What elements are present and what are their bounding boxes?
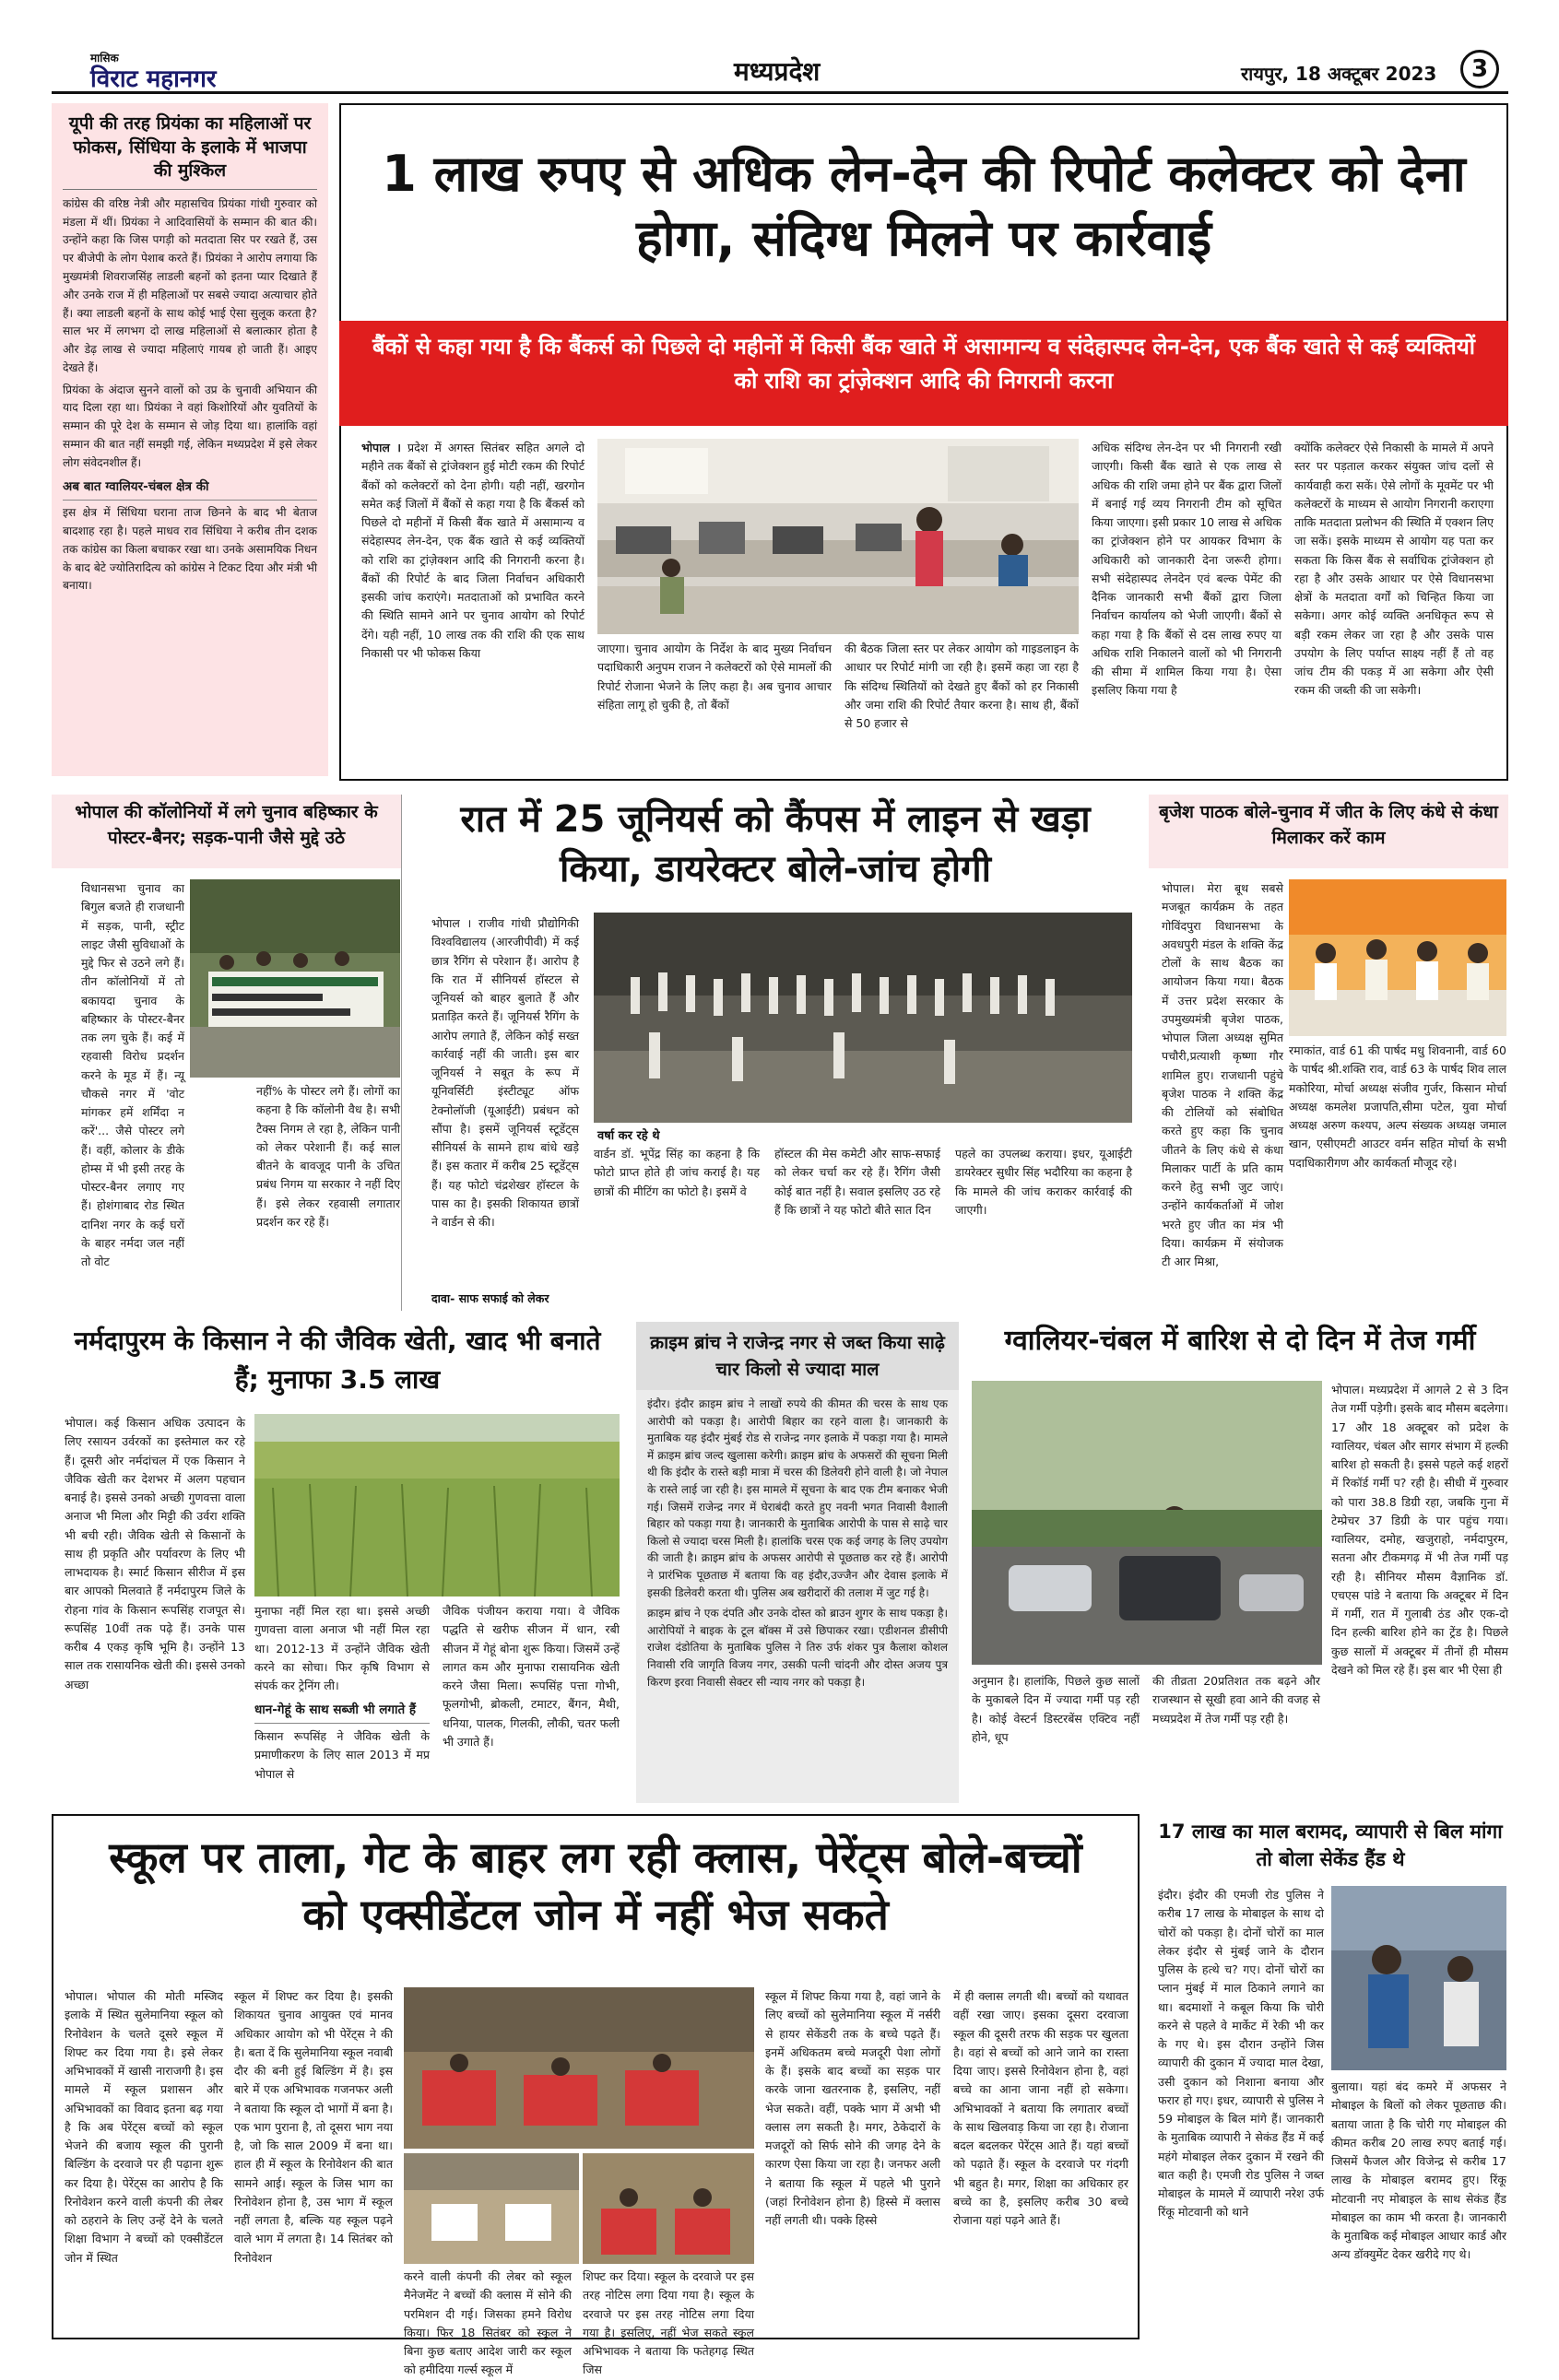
article-farmer (52, 1322, 623, 1803)
headline-crime: क्राइम ब्रांच ने राजेन्द्र नगर से जब्त किया साढ़े चार किलो से ज्यादा माल (636, 1322, 959, 1390)
deck-lead: बैंकों से कहा गया है कि बैंकर्स को पिछले दो महीनों में किसी बैंक खाते में असामान्य व संदेहास्पद लेन-देन, एक बैंक खाते से कई व्यक्तियों को राशि का ट्रांज़ेक्शन आदि की निगरानी करना (339, 321, 1508, 426)
article-ragging (413, 795, 1138, 1311)
subhead-farmer: धान-गेहूं के साथ सब्जी भी लगाते हैं (254, 1701, 430, 1724)
body-brajesh-1: भोपाल। मेरा बूथ सबसे मजबूत कार्यक्रम के तहत गोविंदपुरा विधानसभा के अवधपुरी मंडल के शक्ति केंद्र टोलों के साथ बैठक का आयोजन किया गया। बैठक में उत्तर प्रदेश सरकार के उपमुख्यमंत्री बृजेश पाठक, भोपाल जिला अध्यक्ष सुमित पचौरी,प्रत्याशी कृष्णा गौर शामिल हुए। राजधानी पहुंचे बृजेश पाठक ने शक्ति केंद्र की टोलियों को संबोधित करते हुए कहा कि चुनाव जीतने के लिए कंधे से कंधा मिलाकर पार्टी के प्रति काम करने हेतु सभी जुट जाएं। उन्होंने कार्यकर्ताओं में जोश भरते हुए जीत का मंत्र भी दिया। कार्यक्रम में संयोजक टी आर मिश्रा, (1162, 881, 1283, 1268)
headline-bhopal: भोपाल की कॉलोनियों में लगे चुनाव बहिष्कार के पोस्टर-बैनर; सड़क-पानी जैसे मुद्दे उठे (52, 795, 401, 868)
body-school-6: में ही क्लास लगती थी। बच्चों को यथावत वहीं रखा जाए। इसका दूसरा दरवाजा स्कूल की दूसरी तरफ की सड़क पर खुलता है। वहां से बच्चों को आने जाने का रास्ता दिया जाए। इससे रिनोवेशन होना है, वहां बच्चे का आना जाना नहीं हो सकेगा। अभिभावकों ने बताया कि लगातार बच्चों के साथ खिलवाड़ किया जा रहा है। रोजाना बदल बदलकर पेरेंट्स आते हैं। यहां बच्चों को पढ़ाते हैं। स्कूल के दरवाजे पर गंदगी भी बहुत है। मगर, शिक्षा का अधिकार हर बच्चे का है, इसलिए करीब 30 बच्चे रोजाना यहां पढ़ने आते हैं। (953, 1989, 1128, 2227)
subhead-priyanka: अब बात ग्वालियर-चंबल क्षेत्र की (63, 477, 317, 501)
body-crime-2: क्राइम ब्रांच ने एक दंपति और उनके दोस्त को ब्राउन शुगर के साथ पकड़ा है। आरोपियों ने बाइक के टूल बॉक्स में उसे छिपाकर रखा। एडीशनल डीसीपी राजेश दंडोतिया के मुताबिक पुलिस ने तिरु उर्फ शंकर पुत्र कैलाश कोशल निवासी रवि जागृति विजय नगर, उसकी पत्नी चांदनी और दोस्त अजय पुत्र किरण इरवा निवासी सेक्टर सी न्याय नगर को पकड़ा है। (647, 1607, 948, 1689)
masthead (52, 48, 1508, 94)
body-ragging-4: पहले का उपलब्ध कराया। इधर, यूआईटी डायरेक्टर सुधीर सिंह भदौरिया का कहना है कि मामले की जांच कराकर कार्रवाई की जाएगी। (955, 1147, 1132, 1217)
body-ragging-1: भोपाल । राजीव गांधी प्रौद्योगिकी विश्वविद्यालय (आरजीपीवी) में कई छात्र रैगिंग से परेशान हैं। आरोप है कि रात में सीनियर्स हॉस्टल से जूनियर्स को बाहर बुलाते हैं और प्रताड़ित करते हैं। जूनियर्स रैगिंग के आरोप लगाते हैं, लेकिन कोई सख्त कार्रवाई नहीं की जाती। इस बार जूनियर्स ने सबूत के रूप में यूनिवर्सिटी इंस्टीट्यूट ऑफ टेक्नोलॉजी (यूआईटी) प्रबंधन को सौंपा है। इसमें जूनियर्स स्टूडेंट्स सीनियर्स के सामने हाथ बांधे खड़े हैं। इस कतार में करीब 25 स्टूडेंट्स हैं। यह फोटो चंद्रशेखर हॉस्टल के पास का है। इसकी शिकायत छात्रों ने वार्डन से की। (431, 916, 579, 1229)
article-crime (636, 1322, 959, 1803)
body-lead-2: जाएगा। चुनाव आयोग के निर्देश के बाद मुख्य निर्वाचन पदाधिकारी अनुपम राजन ने कलेक्टरों को ऐसे मामलों की रिपोर्ट रोजाना भेजने के लिए कहा है। अब चुनाव आचार संहिता लागू हो चुकी है, तो बैंकों (597, 642, 832, 712)
ragging-photo-caption: वर्षा कर रहे थे (594, 1125, 664, 1145)
headline-ragging: रात में 25 जूनियर्स को कैंपस में लाइन से खड़ा किया, डायरेक्टर बोले-जांच होगी (460, 798, 1091, 890)
body-lead-4: अधिक संदिग्ध लेन-देन पर भी निगरानी रखी जाएगी। किसी बैंक खाते से एक लाख से अधिक की राशि जमा होने पर बैंक द्वारा जिलों में बनाई गई व्यय निगरानी टीम को सूचित किया जाएगा। इसी प्रकार 10 लाख से अधिक का ट्रांजेक्शन होने पर आयकर विभाग के अधिकारी को जानकारी देना जरूरी होगा। सभी संदेहास्पद लेनदेन एवं बल्क पेमेंट की दैनिक जानकारी सभी बैंकों द्वारा जिला निर्वाचन कार्यालय को भेजी जाएगी। बैंकों से कहा गया है कि बैंकों से दस लाख रुपए या अधिक राशि निकालने वालों को भी निगरानी की सीमा में शामिल किया गया है। ऐसा इसलिए किया गया है (1092, 441, 1281, 698)
article-school (52, 1814, 1140, 2377)
headline-farmer: नर्मदापुरम के किसान ने की जैविक खेती, खाद भी बनाते हैं; मुनाफा 3.5 लाख (74, 1325, 601, 1395)
weather-photo (972, 1381, 1322, 1665)
bank-photo (597, 439, 1079, 634)
body-priyanka-3: इस क्षेत्र में सिंधिया घराना ताज छिनने के बाद भी बेताज बादशाह रहा है। पहले माधव राव सिंधिया ने करीब तीन दशक तक कांग्रेस का किला बचाकर रखा था। उनके असामयिक निधन के बाद बेटे ज्योतिरादित्य को कांग्रेस ने टिकट दिया और मंत्री भी बनाया। (63, 506, 317, 593)
headline-priyanka: यूपी की तरह प्रियंका का महिलाओं पर फोकस, सिंधिया के इलाके में भाजपा की मुश्किल (63, 112, 317, 190)
body-weather-2: अनुमान है। हालांकि, पिछले कुछ सालों के मुकाबले दिन में ज्यादा गर्मी पड़ रही है। कोई वेस्टर्न डिस्टरबेंस एक्टिव नहीं होने, धूप (972, 1674, 1140, 1744)
body-school-5: स्कूल में शिफ्ट किया गया है, वहां जाने के लिए बच्चों को सुलेमानिया स्कूल में नर्सरी से हायर सेकेंडरी तक के बच्चे पढ़ते हैं। इनमें अधिकतम बच्चे मजदूरी पेशा लोगों के हैं। इसके बाद बच्चों का सड़क पार करके जाना खतरनाक है, इसलिए, नहीं भेज सकते। वहीं, पक्के भाग में अभी भी क्लास लग सकती है। मगर, ठेकेदारों के मजदूरों को सिर्फ सोने की जगह देने के कारण ऐसा किया जा रहा है। जनफर अली ने बताया कि स्कूल में पहले भी पुराने (जहां रिनोवेशन होना है) हिस्से में क्लास नहीं लगती थी। पक्के हिस्से (765, 1989, 940, 2227)
dateline-lead: भोपाल । (361, 441, 401, 454)
headline-weather: ग्वालियर-चंबल में बारिश से दो दिन में तेज गर्मी (1004, 1325, 1476, 1357)
body-farmer-3: किसान रूपसिंह ने जैविक खेती के प्रमाणीकरण के लिए साल 2013 में मप्र भोपाल से (254, 1729, 430, 1781)
body-school-3: करने वाली कंपनी की लेबर को स्कूल मैनेजमेंट ने बच्चों की क्लास में सोने की परमिशन दी गई। जिसका हमने विरोध किया। फिर 18 सितंबर को स्कूल ने बिना कुछ बताए आदेश जारी कर स्कूल को हमीदिया गर्ल्स स्कूल में (404, 2269, 572, 2377)
body-lead-1: प्रदेश में अगस्त सितंबर सहित अगले दो महीने तक बैंकों से ट्रांजेक्शन हुई मोटी रकम की रिपोर्ट बैंकों को कलेक्टरों को देना होगी। यही नहीं, खरगोन समेत कई जिलों में बैंकों से कहा गया है कि बैंकर्स को पिछले दो महीनों में किसी बैंक खाते में असामान्य व संदेहास्पद लेन-देन, एक बैंक खाते से कई व्यक्तियों को राशि का ट्रांज़ेक्शन आदि की निगरानी करना है। बैंकों की रिपोर्ट के बाद जिला निर्वाचन अधिकारी इसकी जांच कराएंगे। मतदाताओं को प्रभावित करने की स्थिति सामने आने पर चुनाव आयोग को रिपोर्ट देंगे। यही नहीं, 10 लाख तक की राशि की एक साथ निकासी पर भी फोकस किया (361, 441, 585, 660)
crop-photo (254, 1414, 620, 1596)
article-weather (972, 1322, 1508, 1803)
body-ragging-3: हॉस्टल की मेस कमेटी और साफ-सफाई को लेकर चर्चा कर रहे हैं। रैगिंग जैसी कोई बात नहीं है। सवाल इसलिए उठ रहे हैं कि छात्रों ने यह फोटो बीते सात दिन (774, 1147, 940, 1217)
headline-lead: 1 लाख रुपए से अधिक लेन-देन की रिपोर्ट कलेक्टर को देना होगा, संदिग्ध मिलने पर कार्रवाई (382, 145, 1466, 268)
body-weather-1: भोपाल। मध्यप्रदेश में आगले 2 से 3 दिन तेज गर्मी पड़ेगी। इसके बाद मौसम बदलेगा। 17 और 18 अक्टूबर को प्रदेश के ग्वालियर, चंबल और सागर संभाग में हल्की बारिश हो सकती है। इससे पहले कई शहरों में रिकॉर्ड गर्मी प? रही है। सीधी में गुरुवार को पारा 38.8 डिग्री रहा, जबकि गुना में टेम्प्रेचर 37 डिग्री के पार पहुंच गया। ग्वालियर, दमोह, खजुराहो, नर्मदापुरम, सतना और टीकमगढ़ में भी तेज गर्मी पड़ रही है। सीनियर मौसम वैज्ञानिक डॉ. एचएस पांडे ने बताया कि अक्टूबर में दिन में गर्मी, रात में गुलाबी ठंड और एक-दो दिन हल्की बारिश होने का ट्रेंड है। पिछले कुछ सालों में अक्टूबर में तीनों ही मौसम देखने को मिल रहे हैं। इस बार भी ऐसा ही (1331, 1383, 1508, 1677)
article-mobile (1152, 1814, 1508, 2339)
ragging-photo (594, 913, 1132, 1123)
headline-brajesh: बृजेश पाठक बोले-चुनाव में जीत के लिए कंधे से कंधा मिलाकर करें काम (1149, 795, 1508, 868)
lead-story (339, 103, 1508, 781)
body-school-4: शिफ्ट कर दिया। स्कूल के दरवाजे पर इस तरह नोटिस लगा दिया गया है। स्कूल के दरवाजे पर इस तरह नोटिस लगा दिया गया है। इसलिए, नहीं भेज सकते स्कूल अभिभावक ने बताया कि फतेहगढ़ स्थित जिस (583, 2269, 754, 2377)
body-priyanka-2: प्रियंका के अंदाज सुनने वालों को उप्र के चुनावी अभियान की याद दिला रहा था। प्रियंका ने वहां किशोरियों और युवतियों के सम्मान की पूरे देश के सम्मान से जोड़ दिया था। हालांकि वहां सम्मान की बात नहीं समझी गई, लेकिन मध्यप्रदेश में इसे लेकर लोग संवेदनशील हैं। (63, 383, 317, 469)
masthead-name: विराट महानगर (90, 65, 217, 93)
body-ragging-2: वार्डन डॉ. भूपेंद्र सिंह का कहना है कि फोटो प्राप्त होते ही जांच कराई है। यह छात्रों की मीटिंग का फोटो है। इसमें वे (594, 1147, 760, 1198)
school-photo-1 (404, 1987, 754, 2149)
protest-photo (190, 879, 400, 1078)
body-farmer-1: भोपाल। कई किसान अधिक उत्पादन के लिए रसायन उर्वरकों का इस्तेमाल कर रहे हैं। दूसरी ओर नर्मदांचल में एक किसान ने जैविक खेती कर देशभर में अलग पहचान बनाई है। इससे उनको अच्छी गुणवत्ता वाला अनाज भी मिला और मिट्टी की उर्वरा शक्ति भी बची रही। जैविक खेती से किसानों के साथ ही प्रकृति और पर्यावरण के लिए भी लाभदायक है। स्मार्ट किसान सीरीज में इस बार आपको मिलवाते हैं नर्मदापुरम जिले के रोहना गांव के किसान रूपसिंह राजपूत से। रूपसिंह 10वीं तक पढ़े हैं। उनके पास करीब 4 एकड़ कृषि भूमि है। उन्होंने 13 साल तक रासायनिक खेती की। इससे उनको अच्छा (65, 1416, 245, 1691)
body-mobile-2: बुलाया। यहां बंद कमरे में अफसर ने मोबाइल के बिलों को लेकर पूछताछ की। बताया जाता है कि चोरी गए मोबाइल की कीमत करीब 20 लाख रुपए बताई गई। जिसमें फैजल और विजेन्द्र से करीब 17 लाख के मोबाइल बरामद हुए। रिंकू मोटवानी नए मोबाइल के साथ सेकंड हैंड मोबाइल का काम भी करता है। जानकारी के मुताबिक कई मोबाइल आधार कार्ड और अन्य डॉक्युमेंट देकर खरीदे गए थे। (1331, 2080, 1506, 2262)
body-bhopal-2: नहीं% के पोस्टर लगे हैं। लोगों का कहना है कि कॉलोनी वैध है। सभी टैक्स निगम ले रहा है, लेकिन पानी को लेकर परेशानी हैं। कई साल बीतने के बावजूद पानी के उचित प्रबंध निगम या सरकार ने नहीं दिए हैं। इसे लेकर रहवासी लगातार प्रदर्शन कर रहे हैं। (256, 1084, 400, 1229)
article-brajesh (1149, 795, 1508, 1311)
page-number: 3 (1460, 50, 1499, 88)
body-school-1: भोपाल। भोपाल की मोती मस्जिद इलाके में स्थित सुलेमानिया स्कूल को रिनोवेशन के चलते दूसरे स्कूल में शिफ्ट कर दिया गया है। इसे लेकर अभिभावकों में खासी नाराजगी है। इस मामले में स्कूल प्रशासन और अभिभावकों का विवाद इतना बढ़ गया है कि अब पेरेंट्स बच्चों को स्कूल भेजने की बजाय स्कूल की पुरानी बिल्डिंग के दरवाजे पर ही पढ़ाना शुरू कर दिया है। पेरेंट्स का आरोप है कि रिनोवेशन करने वाली कंपनी की लेबर को ठहराने के लिए उन्हें देने के चलते शिक्षा विभाग ने बच्चों को एक्सीडेंटल जोन में स्थित (65, 1989, 223, 2265)
body-crime-1: इंदौर। इंदौर क्राइम ब्रांच ने लाखों रुपये की कीमत की चरस के साथ एक आरोपी को पकड़ा है। आरोपी बिहार का रहने वाला है। जानकारी के मुताबिक यह इंदौर मुंबई रोड से राजेन्द्र नगर इलाके में पकड़ा गया है। मामले में क्राइम ब्रांच जल्द खुलासा करेगी। क्राइम ब्रांच के अफसरों की सूचना मिली थी कि इंदौर के रास्ते बड़ी मात्रा में चरस की डिलेवरी होने वाली है। जो नेपाल के रास्ते लाई जा रही है। इस मामले में सूचना के बाद एक टीम बनाकर भेजी गई। जिसमें राजेन्द्र नगर में घेराबंदी करते हुए नवनी भगत निवासी वैशाली बिहार को पकड़ा गया है। जानकारी के मुताबिक आरोपी के पास से साढ़े चार किलो से ज्यादा चरस मिली है। हालांकि चरस एक कई जगह के लिए उपयोग की जाती है। क्राइम ब्रांच के अफसर आरोपी से पूछताछ कर रहे हैं। आरोपी ने प्रारंभिक पूछताछ में बताया कि वह इंदौर,उज्जैन और देवास इलाके में इसकी डिलेवरी करता थी। पुलिस अब खरीदारों की तलाश में जुट गई है। (647, 1397, 948, 1599)
school-photo-3 (583, 2153, 754, 2264)
body-lead-3: की बैठक जिला स्तर पर लेकर आयोग को गाइडलाइन के आधार पर रिपोर्ट मांगी जा रही है। इसमें कहा जा रहा है कि संदिग्ध स्थितियों को देखते हुए बैंकों को हर निकासी और जमा राशि की रिपोर्ट तैयार करना है। साथ ही, बैंकों से 50 हजार से (844, 642, 1079, 730)
masthead-periodicity: मासिक (90, 52, 119, 65)
body-lead-5: क्योंकि कलेक्टर ऐसे निकासी के मामले में अपने स्तर पर पड़ताल करकर संयुक्त जांच दलों से कार्यवाही करा सकें। ऐसे लोगों के मूवमेंट पर भी कलेक्टरों के माध्यम से आयोग निगरानी कराएगा ताकि मतदाता प्रलोभन की स्थिति में एक्शन लिए जा सकें। इसके माध्यम से आयोग यह पता कर सकता कि किस बैंक से सर्वाधिक ट्रांजेक्शन हो रहा है और उसके आधार पर ऐसे विधानसभा क्षेत्रों के मतदाता वर्गों को चिन्हित किया जा सकेगा। अगर कोई व्यक्ति अनधिकृत रूप से बड़ी रकम लेकर जा रहा है और उसके पास उपयोग के लिए पर्याप्त साक्ष्य नहीं हैं तो वह जांच टीम की पकड़ में आ सकेगा और ऐसी रकम की जब्ती की जा सकेगी। (1294, 441, 1494, 698)
headline-school: स्कूल पर ताला, गेट के बाहर लग रही क्लास, पेरेंट्स बोले-बच्चों को एक्सीडेंटल जोन में नहीं भेज सकते (109, 1832, 1082, 1940)
mobile-photo (1331, 1886, 1506, 2070)
body-mobile-1: इंदौर। इंदौर की एमजी रोड पुलिस ने करीब 17 लाख के मोबाइल के साथ दो चोरों को पकड़ा है। दोनों चोरों का माल लेकर इंदौर से मुंबई जाने के दौरान पुलिस के हत्थे च? गए। दोनों चोरों का प्लान मुंबई में माल ठिकाने लगाने का था। बदमाशों ने कबूल किया कि चोरी करने से पहले वे मार्केट में रेकी भी कर के गए थे। इस दौरान उन्होंने जिस व्यापारी की दुकान में ज्यादा माल देखा, उसी दुकान को निशाना बनाया और फरार हो गए। इधर, व्यापारी से पुलिस ने 59 मोबाइल के बिल मांगे हैं। जानकारी के मुताबिक व्यापारी ने सेकंड हैंड में कई महंगे मोबाइल लेकर दुकान में रखने की बात कही है। एमजी रोड पुलिस ने जब्त मोबाइल के मामले में व्यापारी नरेश उर्फ रिंकू मोटवानी को थाने (1158, 1888, 1324, 2220)
school-photo-2 (404, 2153, 579, 2264)
ragging-caption: दावा- साफ सफाई को लेकर (431, 1291, 549, 1305)
body-priyanka-1: कांग्रेस की वरिष्ठ नेत्री और महासचिव प्रियंका गांधी गुरुवार को मंडला में थीं। प्रियंका ने आदिवासियों के सम्मान की बात की। उन्होंने कहा कि जिस पगड़ी को मतदाता सिर पर रखते हैं, उस पर बीजेपी के लोग पेशाब करते हैं। प्रियंका ने आरोप लगाया कि मुख्यमंत्री शिवराजसिंह लाडली बहनों को इतना प्यार दिखाते हैं और उनके राज में ही महिलाओं पर सबसे ज्यादा अत्याचार होते हैं। क्या लाडली बहनों के साथ कोई भाई ऐसा सुलूक करता है? साल भर में लगभग दो लाख महिलाओं से बलात्कार होता है और डेढ़ लाख से ज्यादा महिलाएं गायब हो जाती हैं। आइए देखते हैं। (63, 196, 317, 374)
dateline: रायपुर, 18 अक्टूबर 2023 (1241, 63, 1437, 85)
body-school-2: स्कूल में शिफ्ट कर दिया है। इसकी शिकायत चुनाव आयुक्त एवं मानव अधिकार आयोग को भी पेरेंट्स ने की है। बता दें कि सुलेमानिया स्कूल नवाबी दौर की बनी हुई बिल्डिंग में है। इस बारे में एक अभिभावक गजनफर अली ने बताया कि स्कूल दो भागों में बना है। एक भाग पुराना है, तो दूसरा भाग नया है, जो कि साल 2009 में बना था। हाल ही में स्कूल के रिनोवेशन की बात सामने आई। स्कूल के जिस भाग का रिनोवेशन होना है, उस भाग में स्कूल नहीं लगता है, बल्कि यह स्कूल पढ़ने वाले भाग में लगता है। 14 सितंबर को रिनोवेशन (234, 1989, 393, 2265)
body-weather-3: की तीव्रता 20प्रतिशत तक बढ़ने और राजस्थान से सूखी हवा आने की वजह से मध्यप्रदेश में तेज गर्मी पड़ रही है। (1152, 1674, 1320, 1726)
article-priyanka (52, 103, 328, 776)
article-bhopal (52, 795, 402, 1311)
body-farmer-4: जैविक पंजीयन कराया गया। वे जैविक पद्धति से खरीफ सीजन में धान, रबी सीजन में गेहूं बोना शुरू किया। जिसमें उन्हें लागत कम और मुनाफा रासायनिक खेती करने जैसा मिला। रूपसिंह पत्ता गोभी, फूलगोभी, ब्रोकली, टमाटर, बैंगन, मैथी, धनिया, पालक, गिलकी, लौकी, चतर फली भी उगाते हैं। (443, 1604, 620, 1749)
headline-mobile: 17 लाख का माल बरामद, व्यापारी से बिल मांगा तो बोला सेकेंड हैंड थे (1158, 1820, 1503, 1871)
body-bhopal-1: विधानसभा चुनाव का बिगुल बजते ही राजधानी में सड़क, पानी, स्ट्रीट लाइट जैसी सुविधाओं के मुद्दे फिर से उठने लगे हैं। तीन कॉलोनियों में तो बकायदा चुनाव के बहिष्कार के पोस्टर-बैनर तक लग चुके हैं। कई में रहवासी विरोध प्रदर्शन करने के मूड में हैं। न्यू चौकसे नगर में 'वोट मांगकर हमें शर्मिंदा न करें'... जैसे पोस्टर लगे हैं। वहीं, कोलार के डीके होम्स में भी इसी तरह के पोस्टर-बैनर लगाए गए हैं। होशंगाबाद रोड स्थित दानिश नगर के कई घरों के बाहर नर्मदा जल नहीं तो वोट (81, 881, 184, 1268)
section-name: मध्यप्रदेश (734, 56, 821, 87)
brajesh-photo (1289, 879, 1506, 1036)
body-brajesh-2: रमाकांत, वार्ड 61 की पार्षद मधु शिवनानी, वार्ड 60 के पार्षद श्री.शक्ति राव, वार्ड 63 के पार्षद शिव लाल मकोरिया, मोर्चा अध्यक्ष संजीव गुर्जर, किसान मोर्चा अध्यक्ष कमलेश प्रजापति,सीमा पटेल, युवा मोर्चा अध्यक्ष अरुण कश्यप, अल्प संख्यक अध्यक्ष जमाल खान, एसीएमटी आउटर वर्मन सहित मोर्चा के सभी पदाधिकारीगण और कार्यकर्ता मौजूद रहे। (1289, 1043, 1506, 1170)
body-farmer-2: मुनाफा नहीं मिल रहा था। इससे अच्छी गुणवत्ता वाला अनाज भी नहीं मिल रहा था। 2012-13 में उन्होंने जैविक खेती करने का सोचा। फिर कृषि विभाग से संपर्क कर ट्रेनिंग ली। (254, 1604, 430, 1692)
